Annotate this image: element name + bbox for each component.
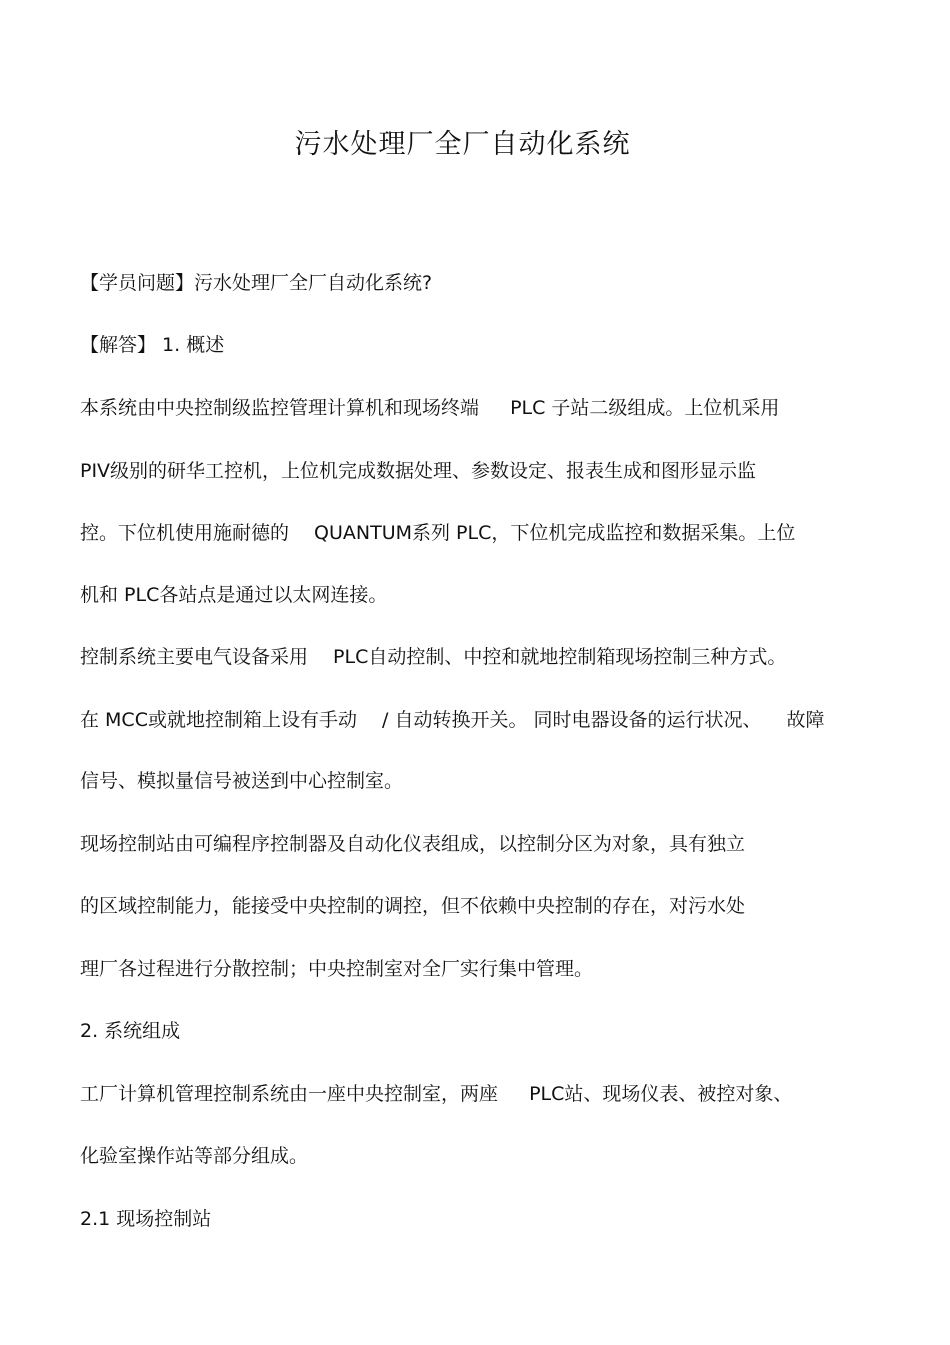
body-line: 信号、模拟量信号被送到中心控制室。 bbox=[80, 770, 404, 792]
subsection-heading-field-control-station: 2.1 现场控制站 bbox=[80, 1208, 212, 1230]
body-line: 在 MCC或就地控制箱上设有手动 / 自动转换开关。 同时电器设备的运行状况、 故障 bbox=[80, 709, 825, 731]
body-line: 理厂各过程进行分散控制；中央控制室对全厂实行集中管理。 bbox=[80, 958, 594, 980]
body-line: 化验室操作站等部分组成。 bbox=[80, 1145, 309, 1167]
body-line: 机和 PLC各站点是通过以太网连接。 bbox=[80, 584, 388, 606]
body-line: 控。下位机使用施耐德的 QUANTUM系列 PLC，下位机完成监控和数据采集。上位 bbox=[80, 522, 796, 544]
answer-heading-overview: 【解答】 1. 概述 bbox=[80, 334, 225, 356]
question-line: 【学员问题】污水处理厂全厂自动化系统? bbox=[80, 272, 433, 294]
document-title: 污水处理厂全厂自动化系统 bbox=[294, 129, 631, 160]
body-line: 的区域控制能力，能接受中央控制的调控，但不依赖中央控制的存在，对污水处 bbox=[80, 895, 746, 917]
body-line: 控制系统主要电气设备采用 PLC自动控制、中控和就地控制箱现场控制三种方式。 bbox=[80, 646, 787, 668]
body-line: PIV级别的研华工控机，上位机完成数据处理、参数设定、报表生成和图形显示监 bbox=[80, 460, 757, 482]
section-heading-system-composition: 2. 系统组成 bbox=[80, 1020, 181, 1042]
body-line: 本系统由中央控制级监控管理计算机和现场终端 PLC 子站二级组成。上位机采用 bbox=[80, 397, 780, 419]
body-line: 现场控制站由可编程序控制器及自动化仪表组成，以控制分区为对象，具有独立 bbox=[80, 833, 746, 855]
body-line: 工厂计算机管理控制系统由一座中央控制室，两座 PLC站、现场仪表、被控对象、 bbox=[80, 1083, 793, 1105]
